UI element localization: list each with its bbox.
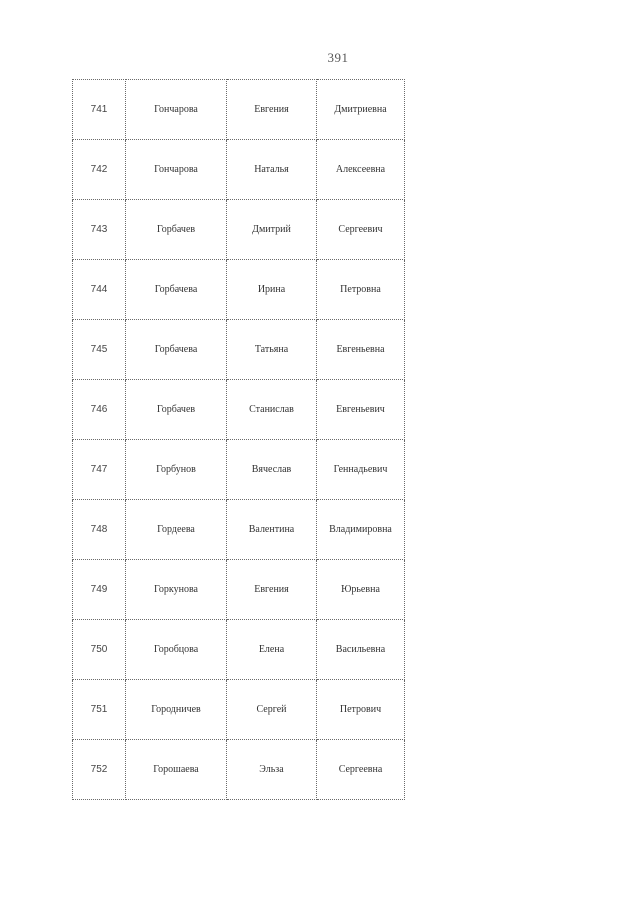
table-row xyxy=(73,320,405,380)
middle-name-cell: Владимировна xyxy=(317,500,405,560)
row-number-cell: 751 xyxy=(73,680,126,740)
last-name-cell: Гончарова xyxy=(126,80,227,140)
last-name-cell: Городничев xyxy=(126,680,227,740)
middle-name-cell: Петрович xyxy=(317,680,405,740)
first-name-cell: Дмитрий xyxy=(227,200,317,260)
middle-name-cell: Геннадьевич xyxy=(317,440,405,500)
table-row xyxy=(73,200,405,260)
row-number-cell: 742 xyxy=(73,140,126,200)
first-name-cell: Татьяна xyxy=(227,320,317,380)
last-name-cell: Горбачев xyxy=(126,200,227,260)
middle-name-cell: Сергеевич xyxy=(317,200,405,260)
last-name-cell: Гончарова xyxy=(126,140,227,200)
table-row xyxy=(73,740,405,800)
first-name-cell: Валентина xyxy=(227,500,317,560)
first-name-cell: Эльза xyxy=(227,740,317,800)
table-row xyxy=(73,380,405,440)
last-name-cell: Горбунов xyxy=(126,440,227,500)
last-name-cell: Горбачева xyxy=(126,260,227,320)
middle-name-cell: Васильевна xyxy=(317,620,405,680)
middle-name-cell: Дмитриевна xyxy=(317,80,405,140)
first-name-cell: Евгения xyxy=(227,80,317,140)
table-row xyxy=(73,440,405,500)
first-name-cell: Сергей xyxy=(227,680,317,740)
middle-name-cell: Юрьевна xyxy=(317,560,405,620)
table-row xyxy=(73,620,405,680)
middle-name-cell: Евгеньевич xyxy=(317,380,405,440)
first-name-cell: Станислав xyxy=(227,380,317,440)
table-row xyxy=(73,80,405,140)
row-number-cell: 743 xyxy=(73,200,126,260)
row-number-cell: 741 xyxy=(73,80,126,140)
middle-name-cell: Евгеньевна xyxy=(317,320,405,380)
first-name-cell: Ирина xyxy=(227,260,317,320)
last-name-cell: Горбачев xyxy=(126,380,227,440)
row-number-cell: 749 xyxy=(73,560,126,620)
table-row xyxy=(73,680,405,740)
row-number-cell: 745 xyxy=(73,320,126,380)
last-name-cell: Горобцова xyxy=(126,620,227,680)
last-name-cell: Горошаева xyxy=(126,740,227,800)
row-number-cell: 752 xyxy=(73,740,126,800)
table-row xyxy=(73,560,405,620)
last-name-cell: Гордеева xyxy=(126,500,227,560)
table-row xyxy=(73,140,405,200)
middle-name-cell: Петровна xyxy=(317,260,405,320)
first-name-cell: Наталья xyxy=(227,140,317,200)
first-name-cell: Евгения xyxy=(227,560,317,620)
first-name-cell: Вячеслав xyxy=(227,440,317,500)
row-number-cell: 750 xyxy=(73,620,126,680)
row-number-cell: 747 xyxy=(73,440,126,500)
row-number-cell: 748 xyxy=(73,500,126,560)
last-name-cell: Горбачева xyxy=(126,320,227,380)
table-row xyxy=(73,260,405,320)
row-number-cell: 746 xyxy=(73,380,126,440)
roster-table xyxy=(72,79,405,800)
page-number: 391 xyxy=(327,50,349,65)
last-name-cell: Горкунова xyxy=(126,560,227,620)
table-row xyxy=(73,500,405,560)
row-number-cell: 744 xyxy=(73,260,126,320)
middle-name-cell: Алексеевна xyxy=(317,140,405,200)
first-name-cell: Елена xyxy=(227,620,317,680)
middle-name-cell: Сергеевна xyxy=(317,740,405,800)
